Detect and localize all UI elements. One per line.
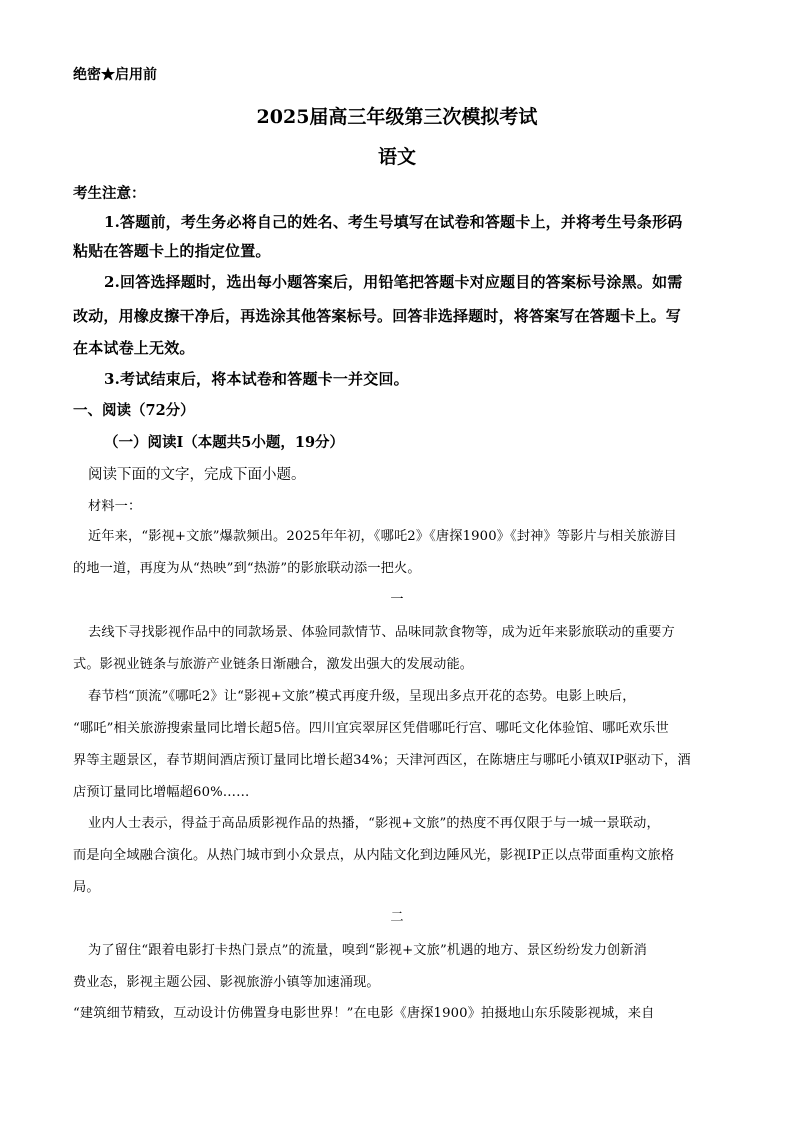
paragraph-4-line-1: 业内人士表示，得益于高品质影视作品的热播，“影视+文旅”的热度不再仅限于与一城一景联动，: [88, 816, 660, 831]
paragraph-4-line-3: 局。: [73, 880, 100, 895]
paragraph-1-line-1: 近年来，“影视+文旅”爆款频出。2025年年初，《哪吒2》《唐探1900》《封神》等影片与相关旅游目: [88, 529, 677, 544]
paragraph-1-line-2: 的地一道，再度为从“热映”到“热游”的影旅联动添一把火。: [73, 561, 421, 576]
exam-subject: 语文: [377, 146, 416, 168]
paragraph-2-line-2: 式。影视业链条与旅游产业链条日渐融合，激发出强大的发展动能。: [73, 657, 474, 672]
notice-item-1-line-2: 粘贴在答题卡上的指定位置。: [73, 242, 271, 260]
notice-item-2-line-1: 2.回答选择题时，选出每小题答案后，用铅笔把答题卡对应题目的答案标号涂黑。如需: [104, 273, 683, 291]
material-label: 材料一：: [88, 499, 142, 514]
paragraph-5-line-1: 为了留住“跟着电影打卡热门景点”的流量，嗅到“影视+文旅”机遇的地方、景区纷纷发力创新消: [88, 943, 647, 958]
paragraph-2-line-1: 去线下寻找影视作品中的同款场景、体验同款情节、品味同款食物等，成为近年来影旅联动的重要方: [88, 625, 675, 640]
section-title: 一、阅读（72分）: [73, 402, 195, 419]
paragraph-6-line-1: “建筑细节精致，互动设计仿佛置身电影世界！”在电影《唐探1900》拍摄地山东乐陵影视城，来自: [73, 1006, 655, 1021]
paragraph-3-line-2: “哪吒”相关旅游搜索量同比增长超5倍。四川宜宾翠屏区凭借哪吒行宫、哪吒文化体验馆、哪吒欢乐世: [73, 721, 669, 736]
paragraph-3-line-4: 店预订量同比增幅超60%……: [73, 785, 250, 800]
notice-item-3-line-1: 3.考试结束后，将本试卷和答题卡一并交回。: [104, 370, 409, 388]
instruction: 阅读下面的文字，完成下面小题。: [88, 467, 306, 483]
notice-item-2-line-2: 改动，用橡皮擦干净后，再选涂其他答案标号。回答非选择题时，将答案写在答题卡上。写: [73, 307, 682, 325]
paragraph-4-line-2: 而是向全域融合演化。从热门城市到小众景点，从内陆文化到边陲风光，影视IP正以点带面重构文旅格: [73, 848, 675, 863]
notice-heading: 考生注意：: [73, 185, 146, 202]
notice-item-2-line-3: 在本试卷上无效。: [73, 339, 195, 357]
exam-title: 2025届高三年级第三次模拟考试: [256, 106, 538, 128]
part-marker-1: 一: [390, 592, 404, 607]
part-title: （一）阅读Ⅰ（本题共5小题，19分）: [104, 434, 345, 451]
part-marker-2: 二: [390, 910, 404, 925]
paragraph-3-line-1: 春节档“顶流”《哪吒2》让“影视+文旅”模式再度升级，呈现出多点开花的态势。电影上映后，: [88, 689, 636, 704]
notice-item-1-line-1: 1.答题前，考生务必将自己的姓名、考生号填写在试卷和答题卡上，并将考生号条形码: [104, 213, 683, 231]
paragraph-3-line-3: 界等主题景区，春节期间酒店预订量同比增长超34%；天津河西区，在陈塘庄与哪吒小镇双IP驱动下，酒: [73, 753, 691, 768]
confidential-mark: 绝密★启用前: [73, 67, 157, 83]
paragraph-5-line-2: 费业态，影视主题公园、影视旅游小镇等加速涌现。: [73, 975, 380, 990]
